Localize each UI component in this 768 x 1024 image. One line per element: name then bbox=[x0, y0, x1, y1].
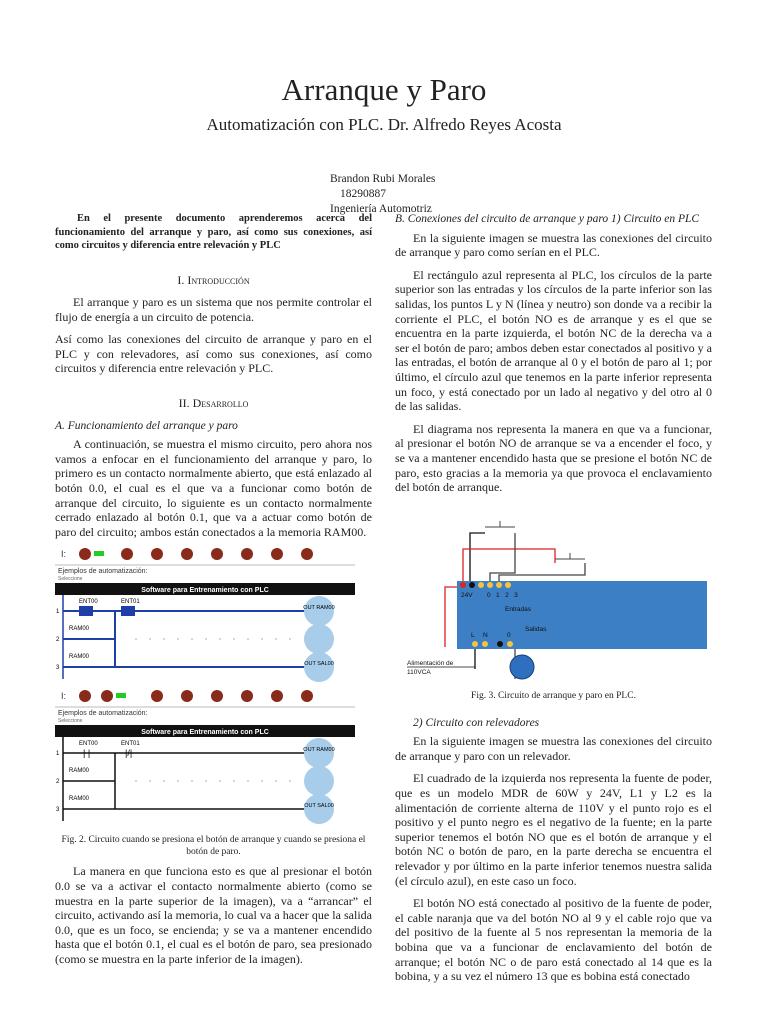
dev-paragraph-2: La manera en que funciona esto es que al presionar el botón 0.0 se va a activar el contacto normalmente abierto (como se muestra en la parte superior de la imagen), va a “arrancar” el circuito, activando así la memoria, lo cual va a hacer que la salida 0.0, que es un foco, se encienda; y se va a mantener encendido hasta que el botón 0.1, el cual es el botón de paro, sea presionado (como se muestra en la parte inferior de la imagen). bbox=[55, 864, 372, 966]
contact-nc-icon bbox=[121, 606, 135, 616]
input-button-icon bbox=[211, 690, 223, 702]
label-entradas: Entradas bbox=[505, 605, 532, 613]
contact-label: RAM00 bbox=[69, 768, 90, 775]
ladder-panel-top bbox=[55, 548, 355, 682]
rung-number: 1 bbox=[56, 609, 60, 616]
contact-label: ENT01 bbox=[121, 741, 140, 748]
rung-number: 1 bbox=[56, 751, 60, 758]
author-program: Ingeniería Automotriz bbox=[330, 203, 432, 215]
section-number: I. bbox=[177, 272, 188, 287]
abstract: En el presente documento aprenderemos acerca del funcionamiento del arranque y paro, así como sus conexiones, así como circuitos y diferencia entre relevación y PLC bbox=[55, 213, 372, 251]
input-button-icon bbox=[121, 548, 133, 560]
contact-no-icon: | | bbox=[83, 748, 91, 759]
terminal-icon bbox=[478, 582, 484, 588]
intro-paragraph-2: Así como las conexiones del circuito de arranque y paro en el PLC y con relevadores, así como sus conexiones, así como circuitos y diferencia entre relevación y PLC. bbox=[55, 332, 372, 376]
figure-2 bbox=[55, 543, 372, 828]
rung-number: 3 bbox=[56, 807, 60, 814]
rung-number: 2 bbox=[56, 779, 60, 786]
contact-label: ENT00 bbox=[79, 599, 98, 606]
subsection-a: A. Funcionamiento del arranque y paro bbox=[55, 419, 238, 432]
terminal-icon bbox=[487, 582, 493, 588]
terminal-negative-icon bbox=[469, 582, 475, 588]
input-prefix: I: bbox=[61, 691, 67, 702]
plc-paragraph-3: El diagrama nos representa la manera en que va a funcionar, al presionar el botón NO de arranque se va a encender el foco, y se va a mantener encendido hasta que se presione el botón NC de paro, esto gracias a la memoria ya que provoca el enclavamiento del botón de arranque. bbox=[395, 421, 712, 495]
input-led-icon bbox=[116, 693, 126, 698]
coil-icon bbox=[304, 738, 334, 768]
coil-label: OUT SAL00 bbox=[304, 661, 334, 668]
author-block bbox=[330, 172, 435, 217]
label-24v: 24V bbox=[461, 591, 473, 599]
input-button-icon bbox=[181, 690, 193, 702]
panel-title: Software para Entrenamiento con PLC bbox=[141, 587, 269, 595]
relay-paragraph-1: En la siguiente imagen se muestra las conexiones del circuito de arranque y paro con un relevador. bbox=[395, 734, 712, 763]
contact-label: RAM00 bbox=[69, 796, 90, 803]
wire-gray bbox=[499, 563, 585, 581]
input-button-icon bbox=[79, 548, 91, 560]
contact-label: ENT00 bbox=[79, 741, 98, 748]
contact-label: RAM00 bbox=[69, 626, 90, 633]
subsection-b: B. Conexiones del circuito de arranque y paro 1) Circuito en PLC bbox=[395, 213, 700, 225]
section-title: Desarrollo bbox=[192, 396, 249, 411]
coil-icon bbox=[304, 624, 334, 654]
relay-paragraph-2: El cuadrado de la izquierda nos representa la fuente de poder, que es un modelo MDR de 60W y 24V, L1 y L2 es la alimentación de corriente alterna de 110V y el punto rojo es el positivo y el punto negro es el negativo de la fuente; en la parte superior tenemos el botón NO que es el botón de arranque y el botón NC o botón de paro, en la parte derecha se encuentra el relevador y por último en la parte inferior tenemos nuestra salida (el círculo azul), en este caso un foco. bbox=[395, 771, 712, 888]
rung-number: 3 bbox=[56, 665, 60, 672]
label-0: 0 bbox=[507, 631, 511, 639]
relay-paragraph-3: El botón NO está conectado al positivo de la fuente de poder, el cable naranja que va del botón NO al 9 y el cable rojo que va del positivo de la fuente al 5 nos representan la memoria de la bobina que va a funcionar de enclavamiento del botón de arranque; el botón NC o de paro está conectado al 14 que es la bobina, y a su vez el número 13 que es bobina está conectado bbox=[395, 896, 712, 984]
contact-no-icon bbox=[79, 606, 93, 616]
coil-icon bbox=[304, 596, 334, 626]
input-button-icon bbox=[301, 548, 313, 560]
figure-3 bbox=[395, 519, 712, 684]
input-button-icon bbox=[79, 690, 91, 702]
panel-title: Software para Entrenamiento con PLC bbox=[141, 729, 269, 737]
contact-nc-icon: |/| bbox=[125, 748, 133, 759]
section-title: Introducción bbox=[187, 272, 250, 287]
label-110vca: 110VCA bbox=[407, 668, 431, 676]
contact-label: ENT01 bbox=[121, 599, 140, 606]
input-prefix: I: bbox=[61, 549, 67, 560]
terminal-icon bbox=[507, 641, 513, 647]
figure-3-caption: Fig. 3. Circuito de arranque y paro en PLC. bbox=[471, 690, 636, 701]
input-button-icon bbox=[101, 690, 113, 702]
examples-label: Ejemplos de automatización: bbox=[58, 568, 148, 576]
wire-gray bbox=[490, 533, 515, 581]
input-numbers: 0 1 2 3 bbox=[487, 591, 518, 599]
terminal-icon bbox=[472, 641, 478, 647]
input-button-icon bbox=[241, 548, 253, 560]
right-column bbox=[395, 212, 712, 984]
plc-wiring-diagram bbox=[395, 519, 712, 684]
author-name: Brandon Rubi Morales bbox=[330, 173, 436, 185]
coil-label: OUT RAM00 bbox=[303, 747, 335, 754]
plc-paragraph-2: El rectángulo azul representa al PLC, los círculos de la parte superior son las entradas y los círculos de la parte inferior son las salidas, los puntos L y N (línea y neutro) son donde va a recibir la corriente el PLC, el botón NO es de arranque y es el que se encuentra en la parte izquierda, el botón NC de la derecha va a ser el botón de paro; ambos deben estar conectados al positivo y a las entradas, el botón de arranque al 0 y el botón de paro al 1; por último, el círculo azul que tenemos en la parte inferior representa un foco, y está conectado por un lado al negativo y del otro al 0 de las salidas. bbox=[395, 267, 712, 414]
figure-2-caption: Fig. 2. Circuito cuando se presiona el botón de arranque y cuando se presiona el botón de paro. bbox=[61, 835, 366, 858]
section-heading-dev bbox=[55, 396, 372, 411]
coil-icon bbox=[304, 652, 334, 682]
select-label: Seleccione bbox=[58, 576, 83, 583]
input-button-icon bbox=[151, 690, 163, 702]
coil-icon bbox=[304, 766, 334, 796]
coil-label: OUT RAM00 bbox=[303, 605, 335, 612]
rung-number: 2 bbox=[56, 637, 60, 644]
coil-label: OUT SAL00 bbox=[304, 803, 334, 810]
subsection-2: 2) Circuito con relevadores bbox=[413, 716, 540, 729]
terminal-icon bbox=[482, 641, 488, 647]
label-alimentacion: Alimentación de bbox=[407, 659, 454, 667]
input-button-icon bbox=[271, 690, 283, 702]
section-heading-intro bbox=[55, 273, 372, 288]
ladder-panel-bottom bbox=[55, 690, 355, 824]
contact-label: RAM00 bbox=[69, 654, 90, 661]
input-led-icon bbox=[94, 551, 104, 556]
page-title: Arranque y Paro bbox=[281, 72, 487, 107]
terminal-positive-icon bbox=[460, 582, 466, 588]
terminal-negative-icon bbox=[497, 641, 503, 647]
lamp-icon bbox=[510, 655, 534, 679]
wire-black bbox=[470, 533, 485, 581]
label-n: N bbox=[483, 631, 488, 639]
section-number: II. bbox=[178, 396, 193, 411]
input-button-icon bbox=[241, 690, 253, 702]
input-button-icon bbox=[181, 548, 193, 560]
label-salidas: Salidas bbox=[525, 625, 547, 633]
input-buttons-row bbox=[79, 548, 313, 560]
page-subtitle: Automatización con PLC. Dr. Alfredo Reyes Acosta bbox=[206, 115, 562, 134]
left-column bbox=[55, 212, 372, 967]
select-label: Seleccione bbox=[58, 718, 83, 725]
plc-paragraph-1: En la siguiente imagen se muestra las conexiones del circuito de arranque y paro como serían en el PLC. bbox=[395, 230, 712, 260]
terminal-icon bbox=[505, 582, 511, 588]
wire-red bbox=[463, 549, 555, 581]
input-button-icon bbox=[211, 548, 223, 560]
input-button-icon bbox=[271, 548, 283, 560]
input-buttons-row bbox=[79, 690, 313, 702]
coil-icon bbox=[304, 794, 334, 824]
ladder-screenshots bbox=[55, 543, 355, 828]
input-button-icon bbox=[151, 548, 163, 560]
intro-paragraph-1: El arranque y paro es un sistema que nos permite controlar el flujo de energía a un circuito de potencia. bbox=[55, 295, 372, 324]
dev-paragraph-1: A continuación, se muestra el mismo circuito, pero ahora nos vamos a enfocar en el funcionamiento del arranque y paro, lo primero es un contacto normalmente abierto, que está enlazado al botón 0.0, el cual es el que va a funcionar como botón de arranque del circuito, lo siguiente es un contacto normalmente cerrado enlazado al botón 0.1, que va a actuar como botón de paro del circuito; ambos están conectados a la memoria RAM00. bbox=[55, 437, 372, 539]
label-l: L bbox=[471, 631, 475, 639]
examples-label: Ejemplos de automatización: bbox=[58, 710, 148, 718]
push-buttons bbox=[485, 521, 585, 559]
author-id: 18290887 bbox=[340, 188, 386, 200]
terminal-icon bbox=[496, 582, 502, 588]
input-button-icon bbox=[301, 690, 313, 702]
